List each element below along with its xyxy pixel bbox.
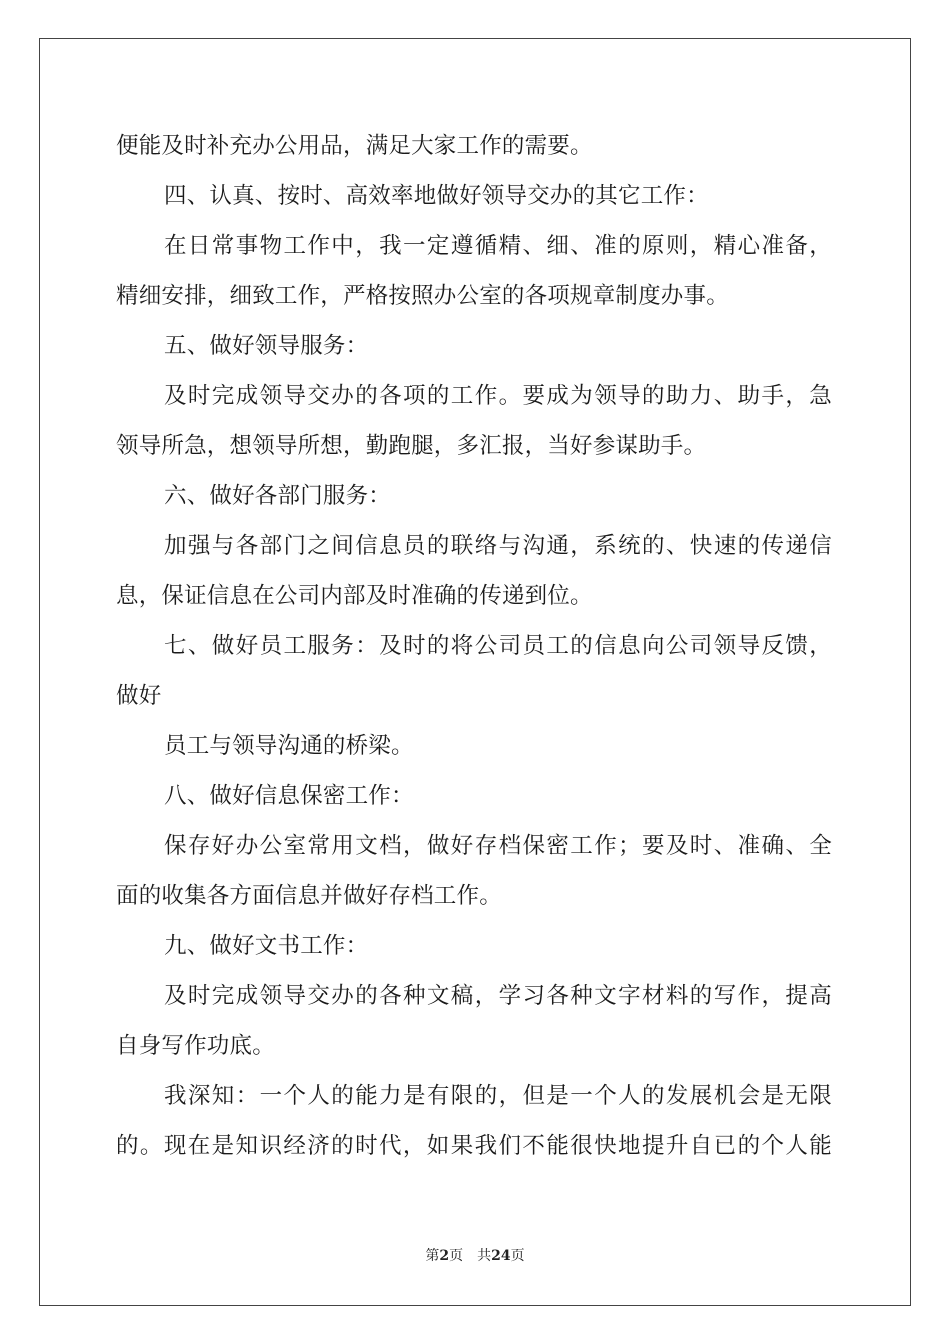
text-line-20: 我深知：一个人的能力是有限的，但是一个人的发展机会是无限 [164,1083,832,1109]
text-line-10: 息，保证信息在公司内部及时准确的传递到位。 [116,583,593,609]
total-suffix: 页 [510,1248,525,1264]
section-heading-8: 八、做好信息保密工作： [164,783,414,809]
page-footer [0,1246,950,1266]
section-heading-7: 七、做好员工服务：及时的将公司员工的信息向公司领导反馈， [164,633,832,659]
section-heading-4: 四、认真、按时、高效率地做好领导交办的其它工作： [164,183,709,209]
text-line-15: 保存好办公室常用文档，做好存档保密工作；要及时、准确、全 [164,833,832,859]
text-line-19: 自身写作功底。 [116,1033,275,1059]
section-heading-5: 五、做好领导服务： [164,333,369,359]
page-prefix: 第 [425,1248,440,1264]
text-line-6: 及时完成领导交办的各项的工作。要成为领导的助力、助手，急 [164,383,832,409]
section-heading-9: 九、做好文书工作： [164,933,369,959]
total-prefix: 共 [477,1248,492,1264]
text-line-21: 的。现在是知识经济的时代，如果我们不能很快地提升自已的个人能 [116,1133,832,1159]
total-pages: 24 [491,1248,511,1264]
page-suffix: 页 [449,1248,464,1264]
text-line-13: 员工与领导沟通的桥梁。 [164,733,414,759]
text-line-1: 便能及时补充办公用品，满足大家工作的需要。 [116,133,593,159]
text-line-16: 面的收集各方面信息并做好存档工作。 [116,883,502,909]
page-number: 2 [439,1248,450,1264]
text-line-9: 加强与各部门之间信息员的联络与沟通，系统的、快速的传递信 [164,533,832,559]
text-line-4: 精细安排，细致工作，严格按照办公室的各项规章制度办事。 [116,283,729,309]
section-heading-6: 六、做好各部门服务： [164,483,392,509]
text-line-7: 领导所急，想领导所想，勤跑腿，多汇报，当好参谋助手。 [116,433,707,459]
text-line-12: 做好 [116,683,162,709]
text-line-18: 及时完成领导交办的各种文稿，学习各种文字材料的写作，提高 [164,983,832,1009]
text-line-3: 在日常事物工作中，我一定遵循精、细、准的原则，精心准备， [164,233,832,259]
